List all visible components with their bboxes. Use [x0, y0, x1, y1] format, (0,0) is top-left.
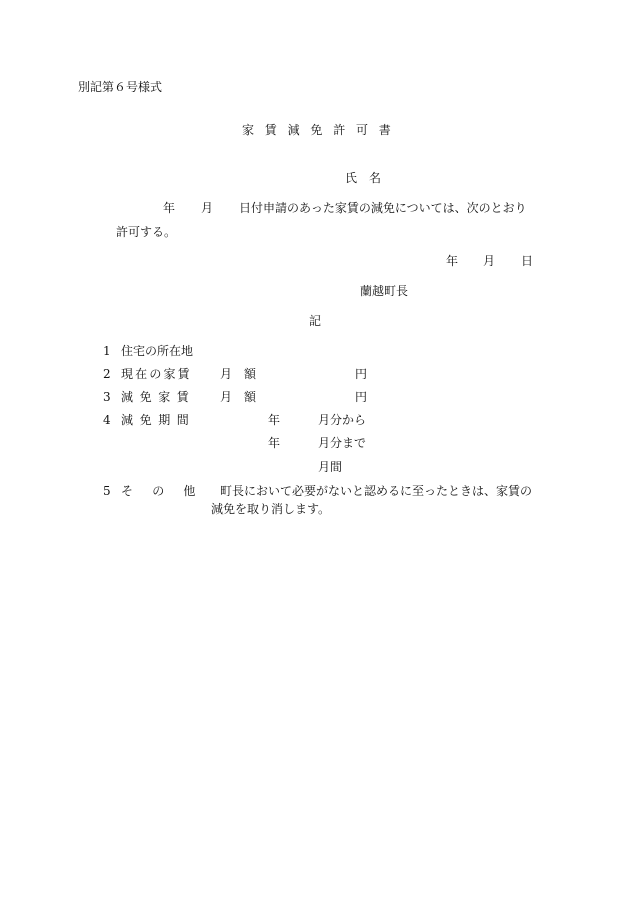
item2-number: 2: [103, 367, 111, 381]
item3-sub: 月 額: [220, 390, 257, 404]
form-label: 別記第６号様式: [78, 80, 163, 94]
item5-number: 5: [103, 484, 111, 498]
item3-number: 3: [103, 390, 111, 404]
intro-line2: 許可する。: [116, 225, 177, 239]
item5-label: その他: [121, 484, 215, 498]
item4-to: 月分まで: [318, 436, 367, 450]
ki-heading: 記: [309, 314, 322, 328]
item2-label: 現在の家賃: [121, 367, 192, 381]
item4-label: 減免期間: [121, 413, 196, 427]
item1-number: 1: [103, 344, 111, 358]
date-month: 月: [483, 254, 496, 268]
item4-year-from: 年: [268, 413, 281, 427]
item5-text-line1: 町長において必要がないと認めるに至ったときは、家賃の: [220, 484, 533, 498]
item4-from: 月分から: [318, 413, 367, 427]
item2-sub: 月 額: [220, 367, 257, 381]
intro-month: 月: [201, 201, 214, 215]
date-year: 年: [446, 254, 459, 268]
item1-label: 住宅の所在地: [121, 344, 194, 358]
intro-year: 年: [163, 201, 176, 215]
issuer: 蘭越町長: [360, 284, 409, 298]
item5-text-line2: 減免を取り消します。: [211, 502, 331, 516]
date-day: 日: [521, 254, 534, 268]
document-title: 家賃減免許可書: [242, 123, 402, 137]
item3-label: 減免家賃: [121, 390, 196, 404]
intro-line1: 日付申請のあった家賃の減免については、次のとおり: [239, 201, 527, 215]
item2-unit: 円: [355, 367, 368, 381]
item4-year-to: 年: [268, 436, 281, 450]
item4-number: 4: [103, 413, 111, 427]
item3-unit: 円: [355, 390, 368, 404]
name-label: 氏 名: [345, 171, 382, 185]
item4-months: 月間: [318, 460, 343, 474]
